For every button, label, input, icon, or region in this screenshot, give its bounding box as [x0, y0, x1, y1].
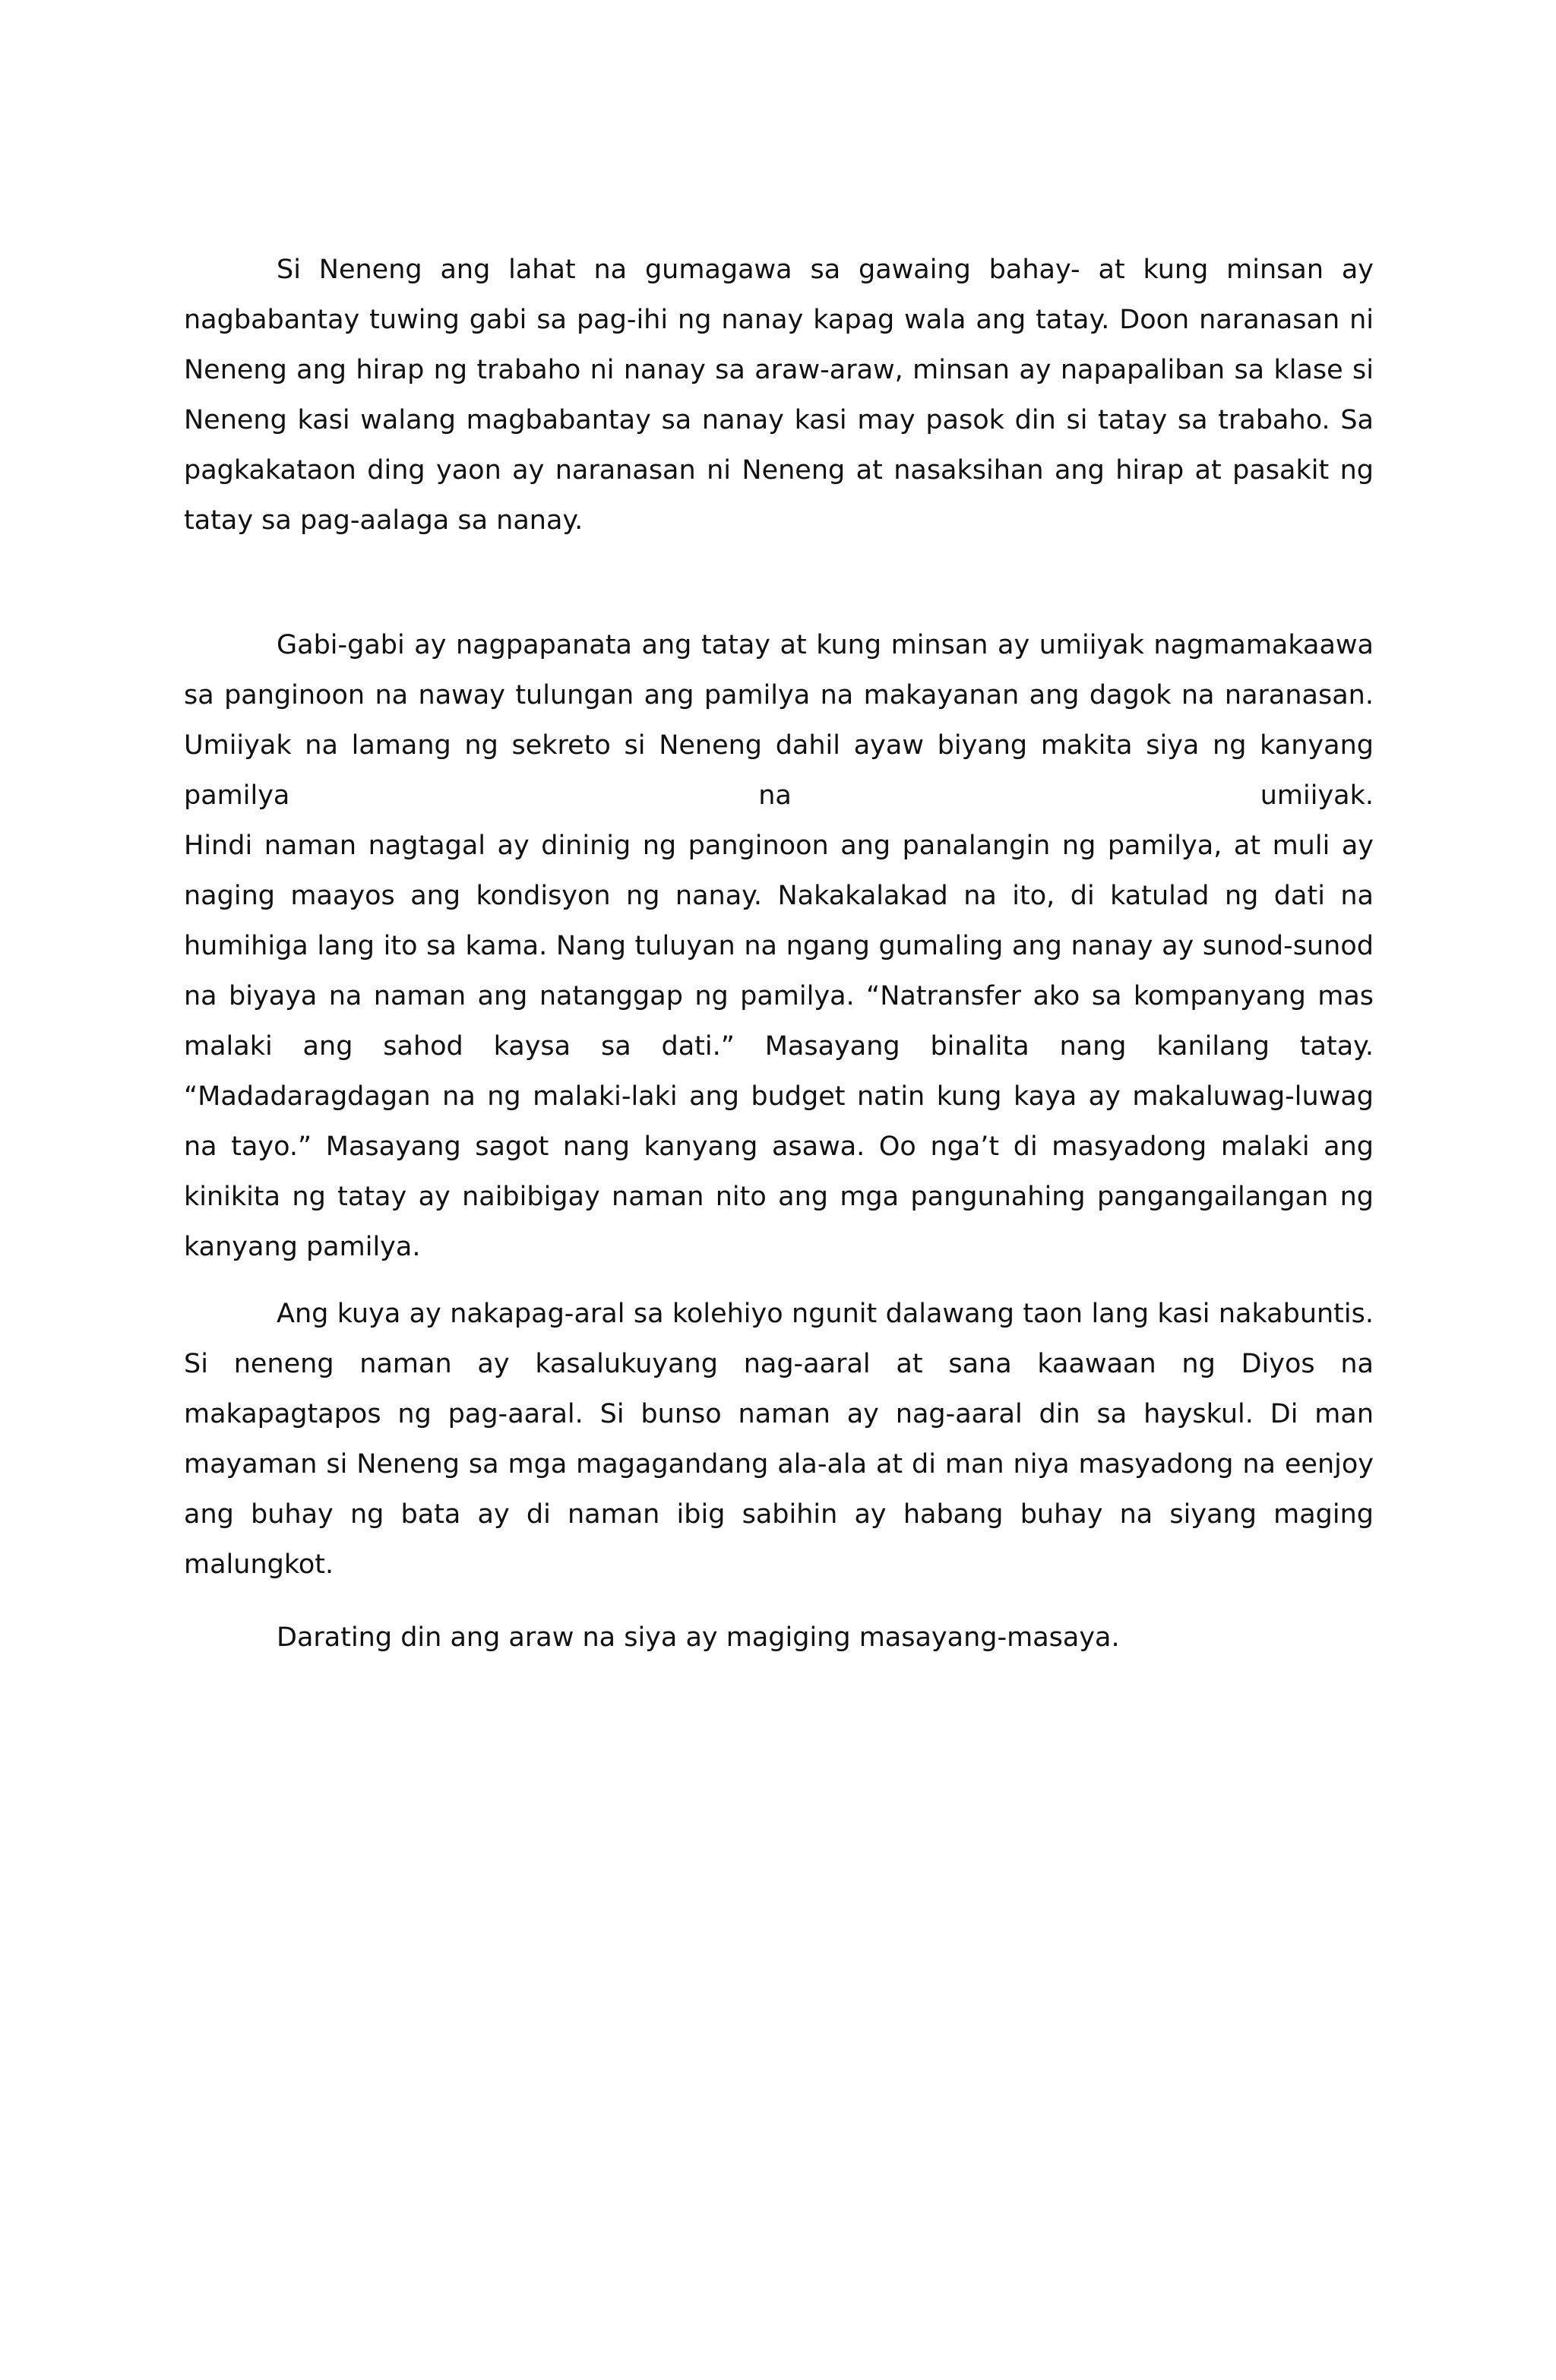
text-block-3 [184, 1289, 1374, 1590]
text-block-1 [184, 245, 1374, 546]
text-block-4 [184, 1613, 1374, 1663]
paragraph: Si Neneng ang lahat na gumagawa sa gawaing bahay- at kung minsan ay nagbabantay tuwing gabi sa pag-ihi ng nanay kapag wala ang tatay. Doon naranasan ni Neneng ang hirap ng trabaho ni nanay sa araw-araw, minsan ay napapaliban sa klase si Neneng kasi walang magbabantay sa nanay kasi may pasok din si tatay sa trabaho. Sa pagkakataon ding yaon ay naranasan ni Neneng at nasaksihan ang hirap at pasakit ng tatay sa pag-aalaga sa nanay. [184, 255, 1374, 536]
paragraph: Hindi naman nagtagal ay dininig ng panginoon ang panalangin ng pamilya, at muli ay naging maayos ang kondisyon ng nanay. Nakakalakad na ito, di katulad ng dati na humihiga lang ito sa kama. Nang tuluyan na ngang gumaling ang nanay ay sunod-sunod na biyaya na naman ang natanggap ng pamilya. “Natransfer ako sa kompanyang mas malaki ang sahod kaysa sa dati.” Masayang binalita nang kanilang tatay. “Madadaragdagan na ng malaki-laki ang budget natin kung kaya ay makaluwag-luwag na tayo.” Masayang sagot nang kanyang asawa. Oo nga’t di masyadong malaki ang kinikita ng tatay ay naibibigay naman nito ang mga pangunahing pangangailangan ng kanyang pamilya. [184, 831, 1374, 1262]
paragraph: Ang kuya ay nakapag-aral sa kolehiyo ngunit dalawang taon lang kasi nakabuntis. Si neneng naman ay kasalukuyang nag-aaral at sana kaawaan ng Diyos na makapagtapos ng pag-aaral. Si bunso naman ay nag-aaral din sa hayskul. Di man mayaman si Neneng sa mga magagandang ala-ala at di man niya masyadong na eenjoy ang buhay ng bata ay di naman ibig sabihin ay habang buhay na siyang maging malungkot. [184, 1299, 1374, 1580]
paragraph: Gabi-gabi ay nagpapanata ang tatay at kung minsan ay umiiyak nagmamakaawa sa panginoon na naway tulungan ang pamilya na makayanan ang dagok na naranasan. Umiiyak na lamang ng sekreto si Neneng dahil ayaw biyang makita siya ng kanyang pamilya na umiiyak. [184, 630, 1374, 811]
paragraph: Darating din ang araw na siya ay magiging masayang-masaya. [277, 1622, 1120, 1653]
text-block-2 [184, 620, 1374, 1272]
